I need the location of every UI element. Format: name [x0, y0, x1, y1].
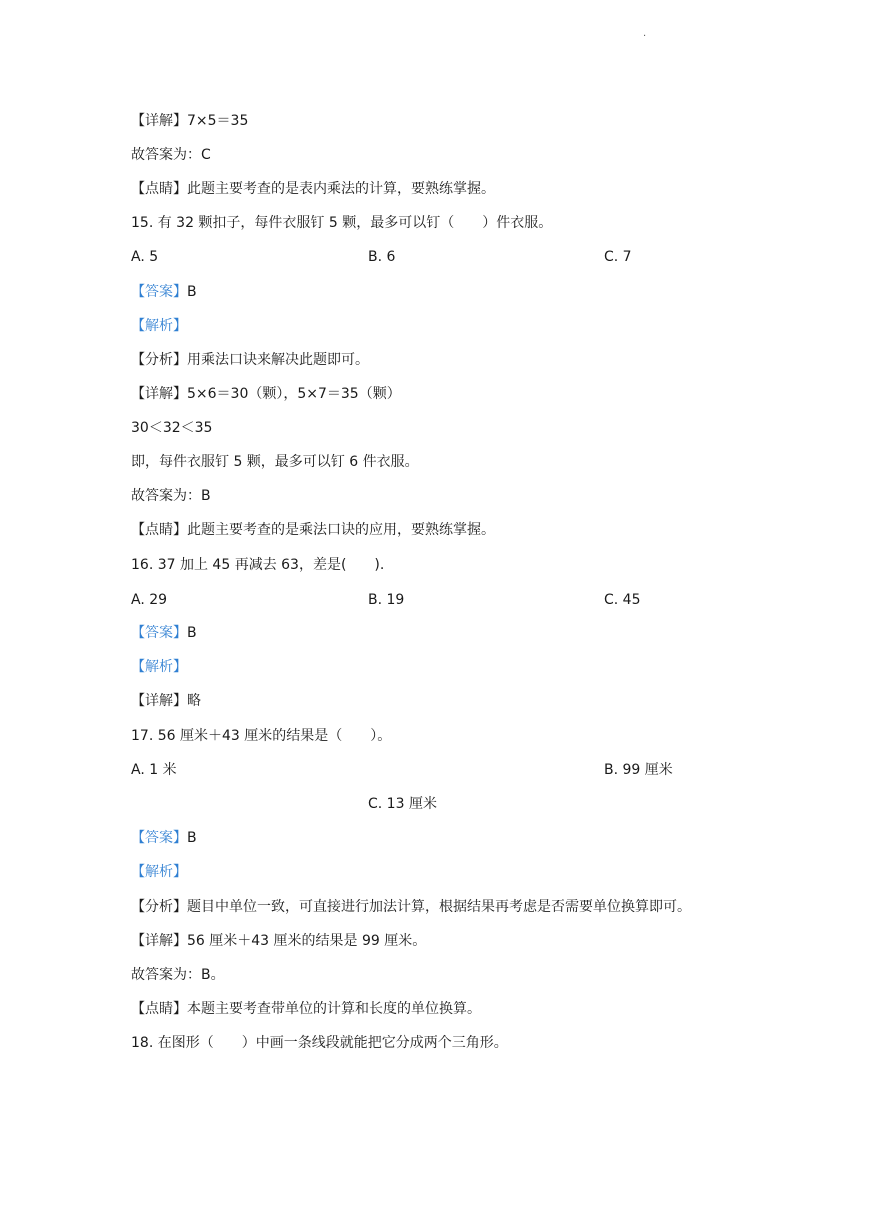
- q17-answer: [131, 829, 197, 847]
- q15-option-a: A. 5: [131, 249, 159, 265]
- prev-comment-line: 【点睛】此题主要考查的是表内乘法的计算，要熟练掌握。: [131, 181, 495, 197]
- question-17: 17. 56 厘米＋43 厘米的结果是（ ）。: [131, 728, 392, 744]
- q17-final: 故答案为：B。: [131, 967, 225, 983]
- q15-analysis-label: 【解析】: [131, 318, 187, 334]
- q15-answer: [131, 283, 197, 301]
- q17-fenxi: 【分析】题目中单位一致，可直接进行加法计算，根据结果再考虑是否需要单位换算即可。: [131, 899, 691, 915]
- q15-compare: 30＜32＜35: [131, 420, 213, 436]
- q16-answer: [131, 624, 197, 642]
- q15-final: 故答案为：B: [131, 488, 211, 504]
- q16-xiangjie: 【详解】略: [131, 693, 201, 709]
- prev-detail-line: 【详解】7×5＝35: [131, 113, 249, 129]
- q16-answer-value: B: [187, 625, 197, 641]
- q17-answer-label: 【答案】: [131, 830, 187, 846]
- q16-analysis-label: 【解析】: [131, 659, 187, 675]
- q16-option-a: A. 29: [131, 592, 168, 608]
- prev-answer-line: 故答案为：C: [131, 147, 211, 163]
- question-15: 15. 有 32 颗扣子，每件衣服钉 5 颗，最多可以钉（ ）件衣服。: [131, 215, 553, 231]
- q15-answer-label: 【答案】: [131, 284, 187, 300]
- question-16: 16. 37 加上 45 再减去 63，差是( ).: [131, 557, 385, 573]
- q15-answer-value: B: [187, 284, 197, 300]
- q17-answer-value: B: [187, 830, 197, 846]
- q15-fenxi: 【分析】用乘法口诀来解决此题即可。: [131, 352, 369, 368]
- q15-option-c: C. 7: [604, 249, 632, 265]
- q16-answer-label: 【答案】: [131, 625, 187, 641]
- q16-option-c: C. 45: [604, 592, 641, 608]
- q15-option-b: B. 6: [368, 249, 396, 265]
- q16-option-b: B. 19: [368, 592, 405, 608]
- q15-conclusion: 即，每件衣服钉 5 颗，最多可以钉 6 件衣服。: [131, 454, 419, 470]
- q15-dianjing: 【点睛】此题主要考查的是乘法口诀的应用，要熟练掌握。: [131, 522, 495, 538]
- question-18: 18. 在图形（ ）中画一条线段就能把它分成两个三角形。: [131, 1035, 508, 1051]
- q17-analysis-label: 【解析】: [131, 864, 187, 880]
- q17-option-b: B. 99 厘米: [604, 762, 673, 778]
- q17-dianjing: 【点睛】本题主要考查带单位的计算和长度的单位换算。: [131, 1001, 481, 1017]
- q17-xiangjie: 【详解】56 厘米＋43 厘米的结果是 99 厘米。: [131, 933, 427, 949]
- header-mark: ·: [643, 31, 647, 42]
- q15-xiangjie: 【详解】5×6＝30（颗），5×7＝35（颗）: [131, 386, 401, 402]
- q17-option-a: A. 1 米: [131, 762, 177, 778]
- q17-option-c: C. 13 厘米: [368, 796, 437, 812]
